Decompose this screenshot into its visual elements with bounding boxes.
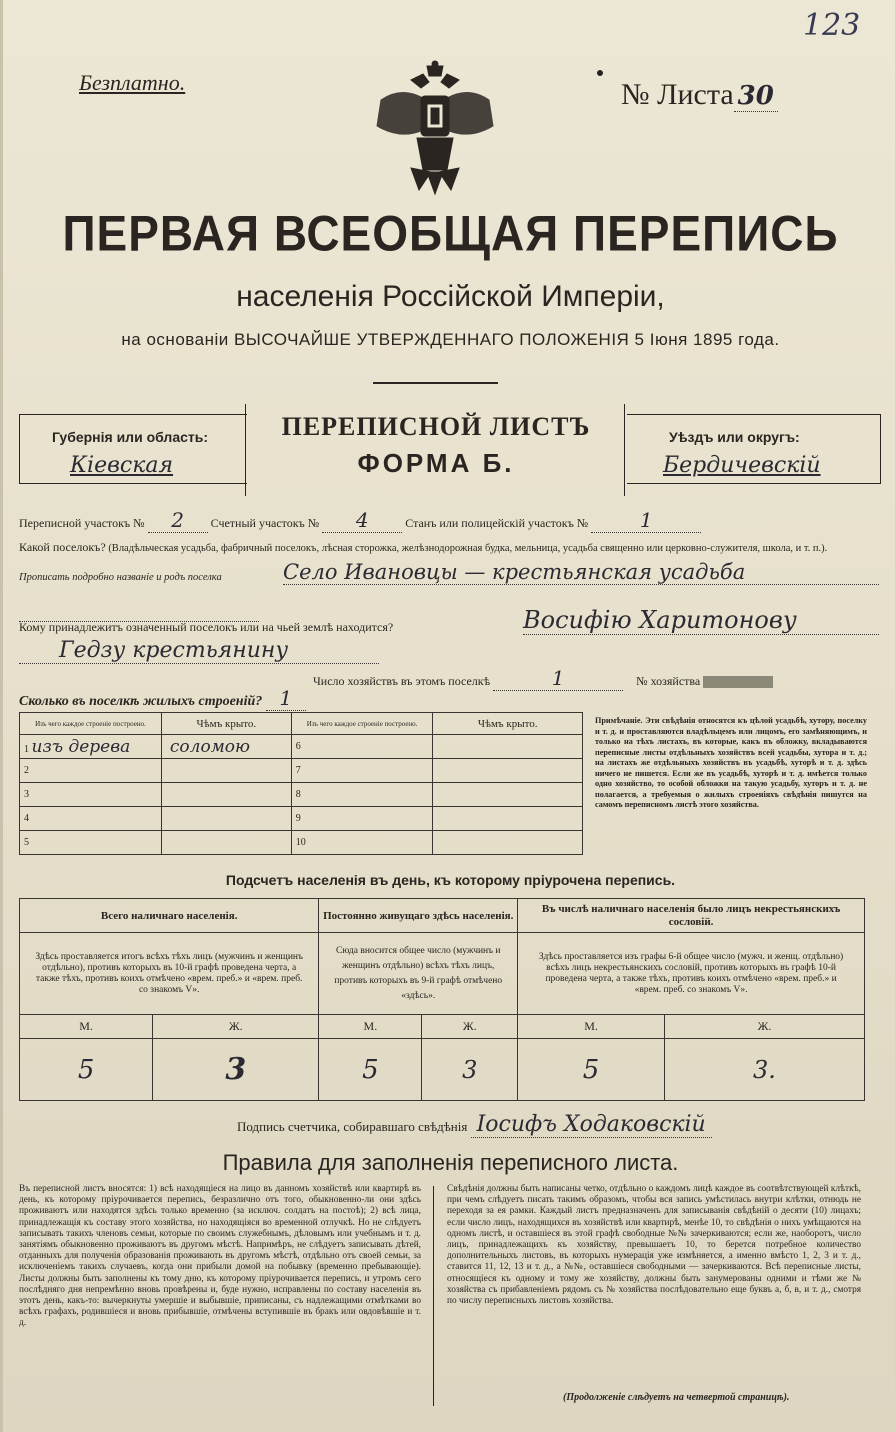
census-area-label: Переписной участокъ № xyxy=(19,516,145,530)
buildings-note: Примѣчаніе. Эти свѣдѣнія относятся къ цѣлой усадьбѣ, хутору, поселку и т. д. и проставляются владѣльцемъ или лицомъ, его замѣняющимъ, и только на тѣхъ листахъ, въ которые, какъ въ обложку, вкладываются переписные листы отдѣльныхъ хозяйствъ всей усадьбы, хутора и т. д.; на листахъ же отдѣльныхъ хозяйствъ въ усадьбѣ, хуторѣ и т. д. здѣсь ничего не пишется. Если же въ усадьбѣ, хуторѣ и т. д. имѣется только одно хозяйство, то особой обложки на такую усадьбу, хуторъ и т. д. не полагается, а требуемыя о жилыхъ строеніяхъ свѣдѣнія пишутся на самомъ переписномъ листѣ этого хозяйства. xyxy=(595,716,867,809)
settlement-hint: (Владѣльческая усадьба, фабричный поселокъ, лѣсная сторожка, желѣзнодорожная будка, мельница, усадьба священно или церковно-служителя, школа, и т. п.). xyxy=(108,543,828,554)
owner-value-1: Восифію Харитонову xyxy=(523,606,879,635)
province-value: Кіевская xyxy=(70,453,174,478)
header-box xyxy=(19,404,881,496)
count-area-value: 4 xyxy=(322,508,402,533)
col1-title: Всего наличнаго населенія. xyxy=(20,899,319,933)
form-title-box xyxy=(245,404,625,496)
population-heading: Подсчетъ населенія въ день, къ которому пріурочена перепись. xyxy=(225,872,676,888)
continued-note: (Продолженіе слѣдуетъ на четвертой страницѣ). xyxy=(563,1392,790,1403)
buildings-row xyxy=(19,686,306,711)
station-label: Станъ или полицейскій участокъ № xyxy=(405,516,589,530)
col-built-right: Изъ чего каждое строеніе построено. xyxy=(291,713,433,735)
rules-title: Правила для заполненія переписного листа. xyxy=(222,1150,679,1175)
rules-left-column: Въ переписной листъ вносятся: 1) всѣ находящіеся на лицо въ данномъ хозяйствѣ или квартирѣ въ день, къ которому пріурочивается перепись, безразлично отъ того, обыкновенно-ли они здѣсь проживаютъ или находятся здѣсь только временно (за исключ. солдатъ на постоѣ); 2) всѣ лица, принадлежащія къ составу этого хозяйства, но находящіяся во временной отлучкѣ. Но не слѣдуетъ записывать такихъ членовъ семьи, которые по своимъ служебнымъ, дѣловымъ или учебнымъ и т. д. занятіямъ обыкновенно проживаютъ въ другомъ мѣстѣ. Напримѣръ, не слѣдуетъ записывать дѣтей, отданныхъ для полученія образованія проживають въ другомъ мѣстѣ, отдѣльно отъ своей семьи, за исключеніемъ такихъ случаевъ, когда они прибыли домой на побывку (временно пребывающіе). Листы должны быть заполнены къ тому дню, къ которому пріурочивается перепись, и утромъ сего послѣдняго дня непремѣнно вновь провѣрены и, буде нужно, исправлены по составу населенія въ этотъ день, какъ-то: вычеркнуты умершіе и выбывшіе, приписаны, съ надлежащими отмѣтками во всѣхъ графахъ, родившіеся и вновь прибывшіе, отмѣчены вступившіе въ бракъ или овдовѣвшіе и т. д. xyxy=(19,1184,421,1329)
household-number-label: № хозяйства xyxy=(636,674,701,688)
col-roof-left: Чѣмъ крыто. xyxy=(161,713,291,735)
settlement-label: Какой поселокъ? xyxy=(19,540,106,554)
table-row: 3 8 xyxy=(20,783,583,807)
col1-text: Здѣсь проставляется итогъ всѣхъ тѣхъ лицъ (мужчинъ и женщинъ отдѣльно), противъ которыхъ въ 10-й графѣ проведена черта, а также тѣхъ, противъ коихъ отмѣчено «врем. преб.» и «врем. преб. со знакомъ V». xyxy=(20,933,319,1015)
row1-roof: соломою xyxy=(161,735,291,759)
table-row: 4 9 xyxy=(20,807,583,831)
f-label-3: Ж. xyxy=(664,1015,864,1039)
population-table xyxy=(19,898,865,1101)
table-row: 2 7 xyxy=(20,759,583,783)
sheet-number-label: № Листа 30 xyxy=(621,78,778,112)
m-label-3: М. xyxy=(518,1015,665,1039)
district-value: Бердичевскій xyxy=(663,453,821,478)
col3-title: Въ числѣ наличнаго населенія было лицъ некрестьянскихъ сословій. xyxy=(518,899,865,933)
count-area-label: Счетный участокъ № xyxy=(210,516,320,530)
free-label: Безплатно. xyxy=(79,70,186,95)
row1-built: изъ дерева xyxy=(31,736,131,757)
households-label: Число хозяйствъ въ этомъ поселкѣ xyxy=(313,674,491,688)
m-label-1: М. xyxy=(20,1015,153,1039)
settlement-row xyxy=(19,540,879,556)
buildings-value: 1 xyxy=(266,686,306,711)
total-female: 3 xyxy=(153,1039,319,1101)
divider xyxy=(373,382,498,384)
document-title: ПЕРВАЯ ВСЕОБЩАЯ ПЕРЕПИСЬ xyxy=(62,204,839,262)
household-number-redacted xyxy=(703,676,773,688)
f-label-1: Ж. xyxy=(153,1015,319,1039)
permanent-male: 5 xyxy=(319,1039,422,1101)
owner-value-2: Гедзу крестьянину xyxy=(19,638,379,664)
double-headed-eagle-emblem xyxy=(371,60,499,196)
signature-value: Іосифъ Ходаковскій xyxy=(471,1112,712,1138)
census-area-value: 2 xyxy=(148,508,208,533)
col2-text: Сюда вносится общее число (мужчинъ и женщинъ отдѣльно) всѣхъ тѣхъ лицъ, противъ которыхъ въ 9-й графѣ отмѣчено «здѣсь». xyxy=(319,933,518,1015)
buildings-table xyxy=(19,712,583,855)
col-roof-right: Чѣмъ крыто. xyxy=(433,713,583,735)
province-label: Губернія или область: xyxy=(52,429,209,445)
owner-label: Кому принадлежитъ означенный поселокъ или на чьей землѣ находится? xyxy=(19,620,394,634)
district-box xyxy=(627,414,881,484)
households-value: 1 xyxy=(493,666,623,691)
census-area-row xyxy=(19,508,879,533)
permanent-female: 3 xyxy=(422,1039,518,1101)
province-box xyxy=(19,414,247,484)
document-subtitle: населенія Россійской Имперіи, xyxy=(236,280,665,313)
buildings-label: Сколько въ поселкѣ жилыхъ строеній? xyxy=(19,694,263,709)
dot-mark xyxy=(597,70,603,76)
rules-right-column: Свѣдѣнія должны быть написаны четко, отдѣльно о каждомъ лицѣ каждое въ соотвѣтствующей клѣткѣ, при чемъ слѣдуетъ писать такимъ образомъ, чтобы вся запись умѣстилась внутри клѣтки, отнюдь не переходя за ея рамки. Каждый листъ предназначенъ для записыванія свѣдѣній о десяти (10) лицахъ; если число лицъ, находящихся въ хозяйствѣ или квартирѣ, менѣе 10, то свѣдѣнія о нихъ умѣщаются на одномъ листѣ, и оставшіеся въ этой графѣ свободные №№ зачеркиваются; если же, наоборотъ, число лицъ, принадлежащихъ къ хозяйству, превышаетъ 10, то берется потребное количество дополнительныхъ листовъ, въ которыхъ нумерація уже измѣняется, а именно вмѣсто 1, 2, 3 и т. д., ставится 11, 12, 13 и т. д., а №№, оставшіеся свободными — зачеркиваются. Всѣ переписные листы, относящіеся къ одному и тому же хозяйству, должны быть занумерованы одними и тѣми же № хозяйства съ прибавленіемъ рядомъ съ № хозяйства послѣдовательно еще буквъ а, б, в, и т. д., смотря по числу переписныхъ листовъ хозяйства. xyxy=(447,1184,861,1307)
total-male: 5 xyxy=(20,1039,153,1101)
non-peasant-male: 5 xyxy=(518,1039,665,1101)
signature-row xyxy=(237,1112,712,1137)
table-row: 5 10 xyxy=(20,831,583,855)
f-label-2: Ж. xyxy=(422,1015,518,1039)
district-label: Уѣздъ или округъ: xyxy=(669,429,800,445)
m-label-2: М. xyxy=(319,1015,422,1039)
page-number-annotation: 123 xyxy=(803,8,861,43)
legal-basis: на основаніи ВЫСОЧАЙШЕ УТВЕРЖДЕННАГО ПОЛОЖЕНІЯ 5 Іюня 1895 года. xyxy=(121,330,780,349)
rules-divider xyxy=(433,1186,434,1406)
non-peasant-female: 3. xyxy=(664,1039,864,1101)
col2-title: Постоянно живущаго здѣсь населенія. xyxy=(319,899,518,933)
col-built-left: Изъ чего каждое строеніе построено. xyxy=(20,713,162,735)
settlement-hint-2: Прописать подробно названіе и родъ поселка xyxy=(19,572,222,583)
table-row: 1 изъ дерева соломою 6 xyxy=(20,735,583,759)
station-value: 1 xyxy=(591,508,701,533)
sheet-number-value: 30 xyxy=(734,81,778,112)
households-row xyxy=(313,666,773,691)
signature-label: Подпись счетчика, собиравшаго свѣдѣнія xyxy=(237,1119,468,1134)
form-title: ПЕРЕПИСНОЙ ЛИСТЪ xyxy=(281,412,591,441)
col3-text: Здѣсь проставляется изъ графы 6-й общее число (мужч. и женщ. отдѣльно) всѣхъ лицъ некрестьянскихъ сословій, противъ которыхъ въ графѣ 10-й проведена черта, а также тѣхъ, противъ коихъ отмѣчено «врем. преб.» и «врем. преб. со знакомъ V». xyxy=(518,933,865,1015)
form-subtitle: ФОРМА Б. xyxy=(357,448,515,478)
settlement-value: Село Ивановцы — крестьянская усадьба xyxy=(283,560,879,585)
